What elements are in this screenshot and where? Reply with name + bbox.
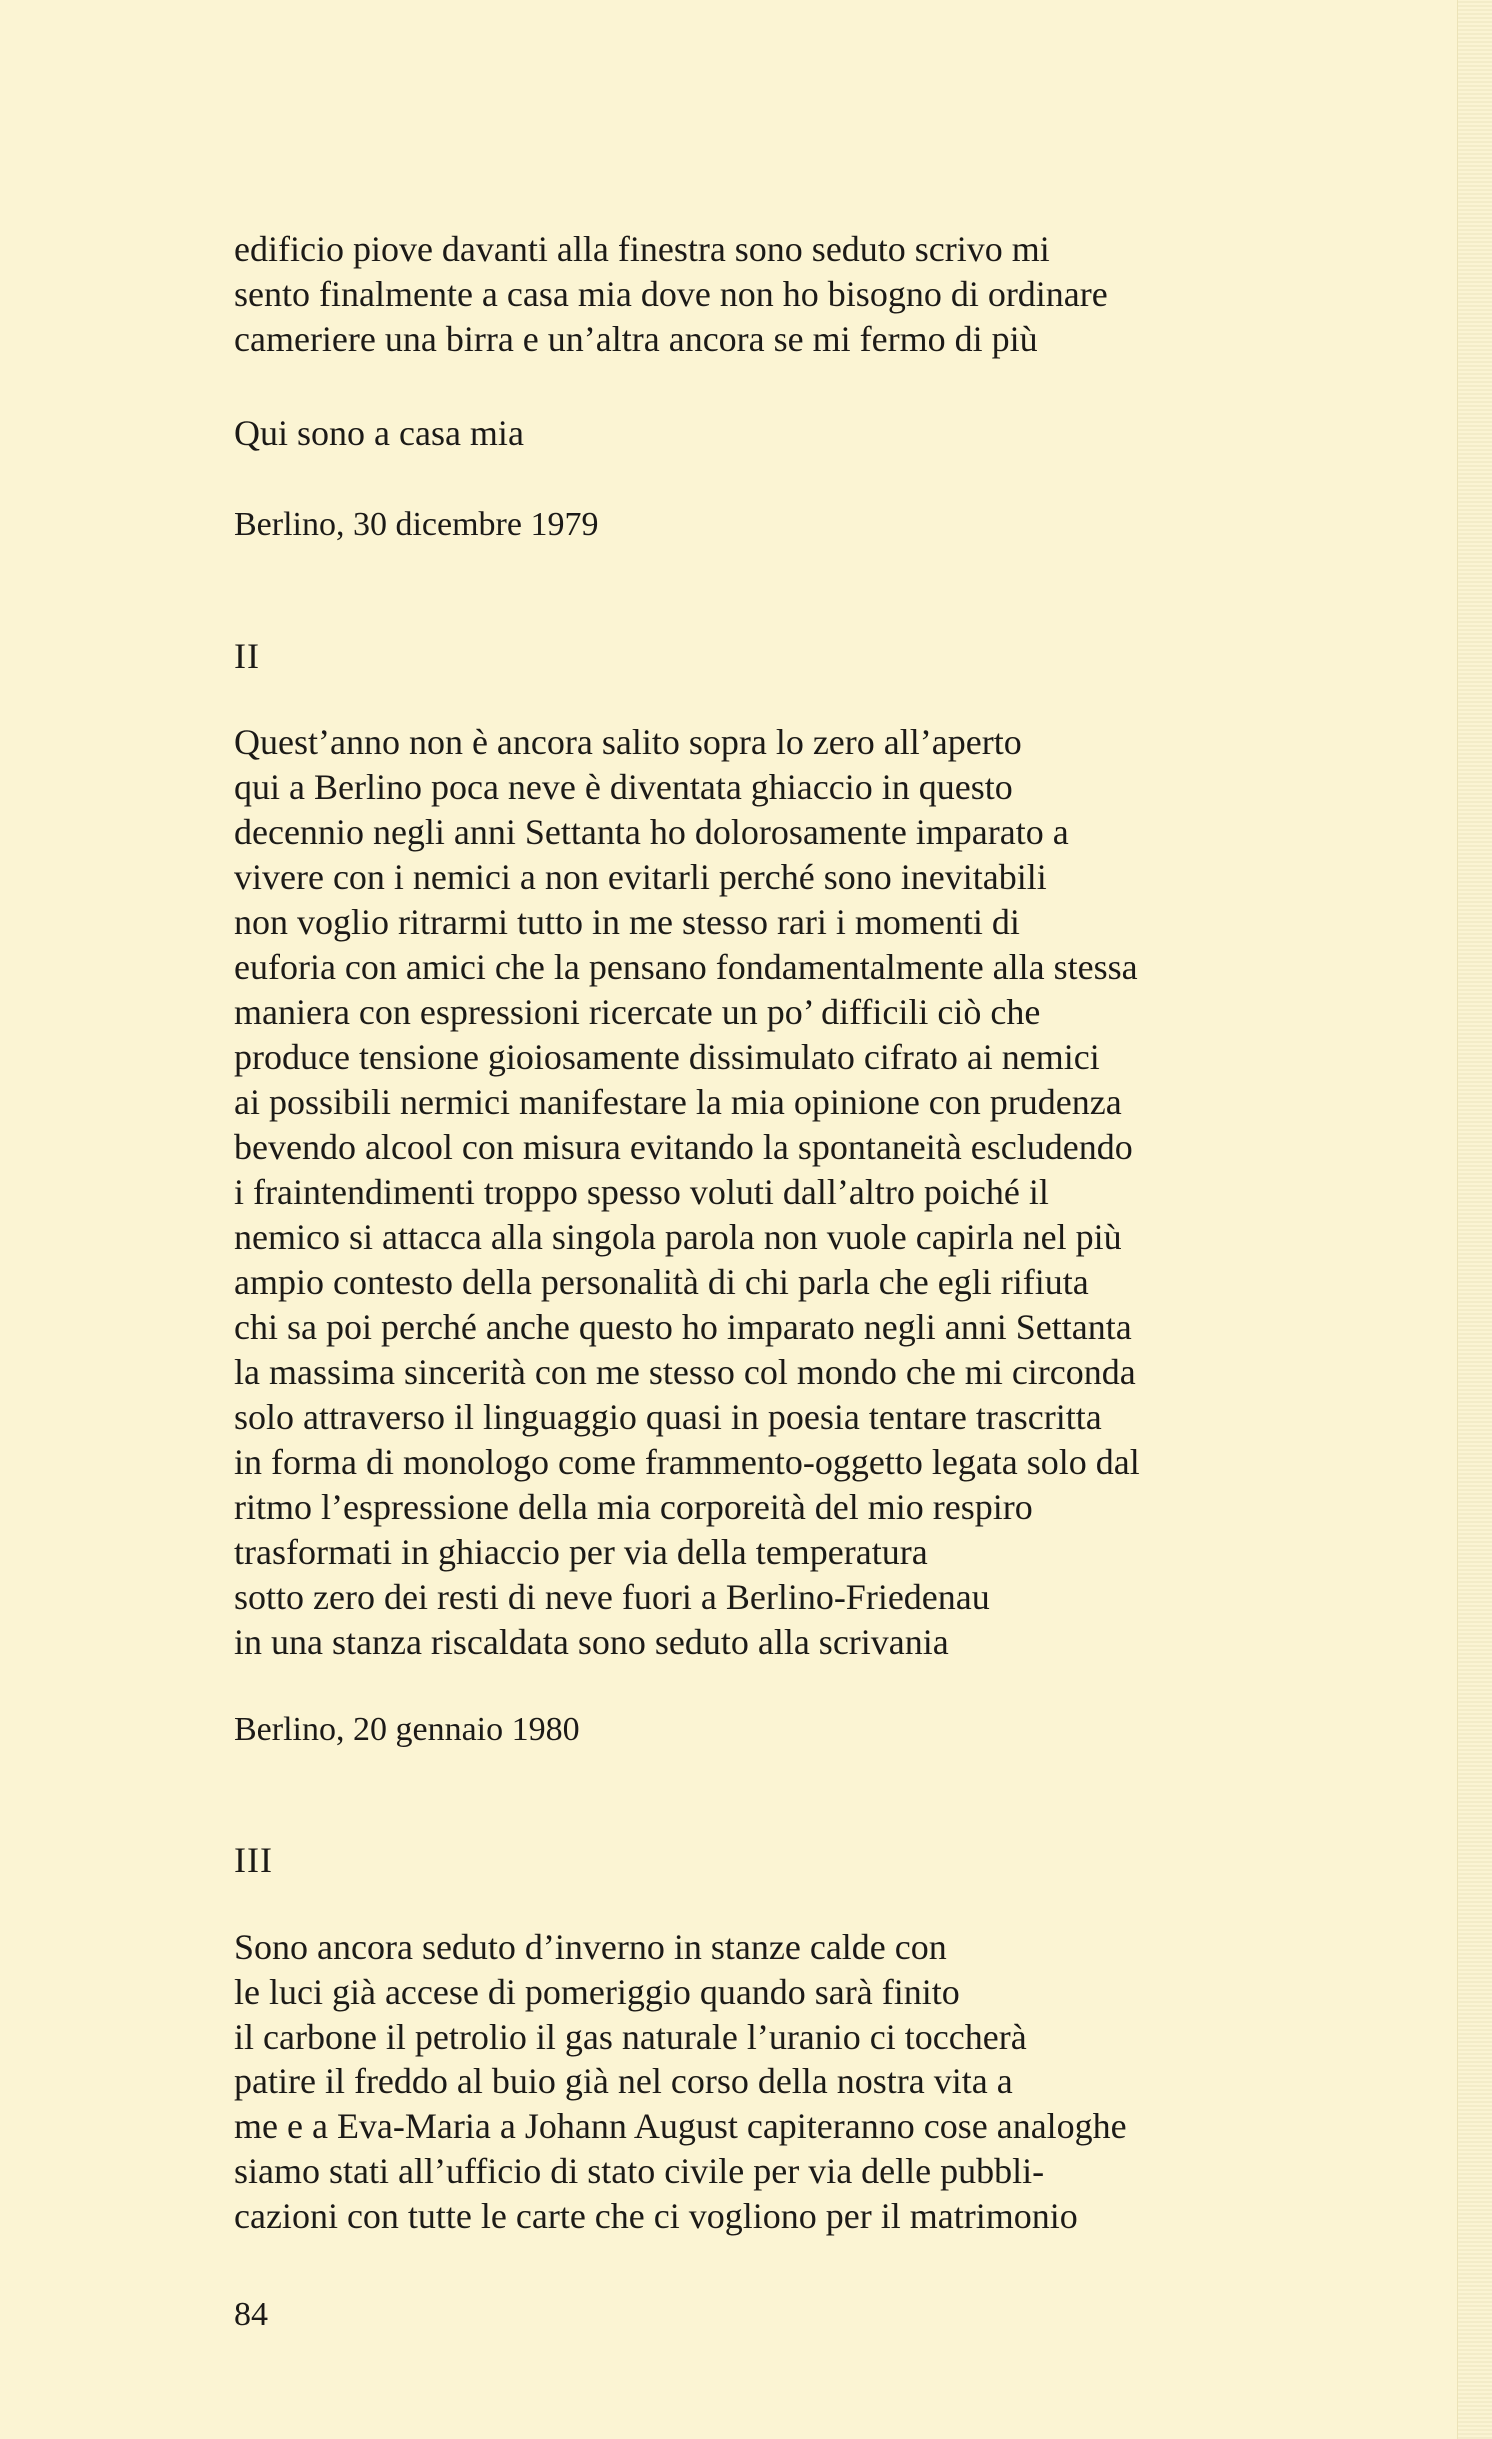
- stanza-3: [234, 1925, 1127, 2239]
- section-heading-ii: II: [234, 636, 260, 676]
- poem-line: Sono ancora seduto d’inverno in stanze calde con: [234, 1927, 947, 1967]
- poem-line: in forma di monologo come frammento-oggetto legata solo dal: [234, 1442, 1140, 1482]
- poem-line: chi sa poi perché anche questo ho imparato negli anni Settanta: [234, 1307, 1132, 1347]
- poem-line: vivere con i nemici a non evitarli perché sono inevitabili: [234, 857, 1047, 897]
- poem-line: i fraintendimenti troppo spesso voluti dall’altro poiché il: [234, 1172, 1049, 1212]
- poem-line: siamo stati all’ufficio di stato civile per via delle pubbli-: [234, 2150, 1045, 2191]
- section-heading-iii: III: [234, 1840, 273, 1880]
- poem-line: decennio negli anni Settanta ho dolorosamente imparato a: [234, 812, 1069, 852]
- poem-line: sotto zero dei resti di neve fuori a Berlino-Friedenau: [234, 1577, 990, 1617]
- poem-line: ampio contesto della personalità di chi parla che egli rifiuta: [234, 1262, 1089, 1302]
- poem-line: cameriere una birra e un’altra ancora se mi fermo di più: [234, 318, 1038, 359]
- poem-line: bevendo alcool con misura evitando la spontaneità escludendo: [234, 1127, 1133, 1167]
- poem-line: solo attraverso il linguaggio quasi in poesia tentare trascritta: [234, 1397, 1102, 1437]
- poem-line: le luci già accese di pomeriggio quando sarà finito: [234, 1971, 960, 2012]
- poem-line: euforia con amici che la pensano fondamentalmente alla stessa: [234, 947, 1138, 987]
- poem-line: non voglio ritrarmi tutto in me stesso rari i momenti di: [234, 902, 1020, 942]
- poem-line: sento finalmente a casa mia dove non ho bisogno di ordinare: [234, 273, 1108, 314]
- poem-line: cazioni con tutte le carte che ci vogliono per il matrimonio: [234, 2195, 1078, 2236]
- poem-line: edificio piove davanti alla finestra sono seduto scrivo mi: [234, 229, 1050, 269]
- poem-line: il carbone il petrolio il gas naturale l’uranio ci toccherà: [234, 2016, 1027, 2057]
- poem-line: in una stanza riscaldata sono seduto alla scrivania: [234, 1622, 949, 1662]
- poem-line: qui a Berlino poca neve è diventata ghiaccio in questo: [234, 767, 1013, 807]
- poem-line: nemico si attacca alla singola parola non vuole capirla nel più: [234, 1217, 1122, 1257]
- poem-line: produce tensione gioiosamente dissimulato cifrato ai nemici: [234, 1037, 1100, 1077]
- stanza-2: [234, 720, 1140, 1665]
- poem-line: maniera con espressioni ricercate un po’ difficili ciò che: [234, 992, 1041, 1032]
- poem-line: ai possibili nermici manifestare la mia opinione con prudenza: [234, 1082, 1122, 1122]
- stanza-1-end: [234, 227, 1108, 361]
- poem-line: la massima sincerità con me stesso col mondo che mi circonda: [234, 1352, 1136, 1392]
- poem-line: Quest’anno non è ancora salito sopra lo zero all’aperto: [234, 722, 1022, 762]
- closing-line: Qui sono a casa mia: [234, 413, 524, 453]
- page-edge: [1457, 0, 1492, 2439]
- poem-line: patire il freddo al buio già nel corso della nostra vita a: [234, 2061, 1013, 2102]
- poem-line: ritmo l’espressione della mia corporeità del mio respiro: [234, 1487, 1033, 1527]
- poem-line: me e a Eva-Maria a Johann August capiteranno cose analoghe: [234, 2106, 1127, 2147]
- date-line-1: Berlino, 30 dicembre 1979: [234, 506, 599, 543]
- poem-line: trasformati in ghiaccio per via della temperatura: [234, 1532, 928, 1572]
- date-line-2: Berlino, 20 gennaio 1980: [234, 1711, 580, 1748]
- page-number: 84: [234, 2296, 268, 2333]
